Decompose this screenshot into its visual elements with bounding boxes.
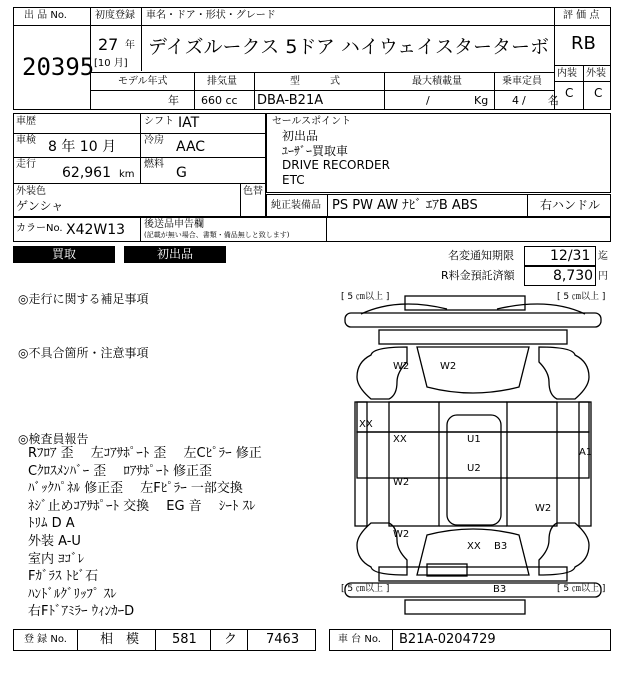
color-no-value: X42W13 bbox=[66, 222, 126, 238]
equipment-label: 純正装備品 bbox=[271, 200, 321, 211]
reg-class: 581 bbox=[172, 632, 197, 647]
bracket-bottom-right: [ 5 ㎝以上 ] bbox=[557, 584, 606, 594]
mark-b3-rear: B3 bbox=[494, 541, 508, 552]
max-load-unit: Kg bbox=[474, 94, 489, 107]
reg-region: 相 模 bbox=[100, 632, 140, 647]
model-code-label: 型 式 bbox=[290, 76, 340, 87]
tax-deadline-label: 名変通知期限 bbox=[448, 249, 514, 262]
sales-point: ETC bbox=[282, 172, 305, 187]
sales-point: DRIVE RECORDER bbox=[282, 158, 390, 172]
model-year-label: モデル年式 bbox=[118, 76, 168, 87]
inspection-label: 車検 bbox=[16, 135, 36, 146]
exterior-value: C bbox=[594, 86, 603, 100]
post-doc-note: (記載が無い場合、書類・備品無しと致します) bbox=[144, 231, 290, 239]
color-no-label: カラーNo. bbox=[16, 223, 63, 234]
first-listing-badge: 初出品 bbox=[124, 246, 226, 263]
grade-value: RB bbox=[571, 33, 596, 54]
report-line: 室内 ﾖｺﾞﾚ bbox=[28, 551, 85, 567]
driving-notes-label: ◎走行に関する補足事項 bbox=[18, 292, 149, 306]
report-line: ﾄﾘﾑ D A bbox=[28, 516, 75, 532]
shift-value: IAT bbox=[178, 115, 200, 131]
mark-w2-left-low: W2 bbox=[393, 529, 410, 540]
chassis-label: 車 台 No. bbox=[338, 634, 381, 645]
mileage-value: 62,961 bbox=[62, 165, 111, 181]
ac-value: AAC bbox=[176, 139, 206, 155]
first-reg-year: 27 bbox=[98, 35, 119, 54]
mark-xx-left: XX bbox=[359, 419, 373, 430]
inspector-report-label: ◎検査員報告 bbox=[18, 432, 89, 446]
report-line: Rﾌﾛｱ 歪 左ｺｱｻﾎﾟｰﾄ 歪 左Cﾋﾟﾗｰ 修正 bbox=[28, 446, 262, 461]
first-reg-month: [10 月] bbox=[94, 58, 128, 69]
displacement-value: 660 cc bbox=[201, 94, 238, 107]
car-name-label: 車名・ドア・形状・グレード bbox=[146, 10, 276, 21]
sales-points-label: セールスポイント bbox=[272, 116, 352, 127]
mark-xx-rear: XX bbox=[467, 541, 481, 552]
bracket-bottom-left: [ 5 ㎝以上 ] bbox=[341, 584, 390, 594]
report-line: 右Fﾄﾞｱﾐﾗｰ ｳｨﾝｶｰD bbox=[28, 604, 135, 620]
mark-w2-center-top: W2 bbox=[440, 361, 457, 372]
damage-diagram bbox=[337, 287, 609, 629]
fuel-value: G bbox=[176, 165, 187, 181]
report-line: Fｶﾞﾗｽ ﾄﾋﾞ石 bbox=[28, 569, 99, 585]
first-reg-label: 初度登録 bbox=[95, 10, 135, 21]
sales-point: 初出品 bbox=[282, 129, 319, 143]
sales-points-list bbox=[282, 129, 390, 187]
post-doc-label: 後送品申告欄 bbox=[144, 219, 204, 230]
capacity-value: 4 bbox=[512, 94, 519, 107]
equipment-value: PS PW AW ﾅﾋﾞ ｴｱB ABS bbox=[332, 198, 478, 213]
exterior-color-value: ゲンシャ bbox=[16, 199, 64, 213]
mark-u2: U2 bbox=[467, 463, 481, 474]
interior-value: C bbox=[565, 86, 574, 100]
mark-w2-right-mid: W2 bbox=[535, 503, 552, 514]
mark-a1: A1 bbox=[579, 447, 593, 458]
mileage-unit: km bbox=[119, 169, 135, 180]
recycle-unit: 円 bbox=[598, 271, 608, 282]
shift-label: シフト bbox=[144, 116, 174, 127]
color-swap-label: 色替 bbox=[243, 186, 263, 197]
max-load-label: 最大積載量 bbox=[412, 76, 462, 87]
mark-xx-center-left: XX bbox=[393, 434, 407, 445]
fuel-label: 燃料 bbox=[144, 159, 164, 170]
mark-w2-left-top: W2 bbox=[393, 361, 410, 372]
mark-w2-left-mid: W2 bbox=[393, 477, 410, 488]
mileage-label: 走行 bbox=[16, 159, 36, 170]
car-name: デイズルークス 5ドア ハイウェイスターターボ bbox=[148, 36, 549, 58]
exterior-label: 外装 bbox=[586, 68, 606, 79]
inspection-value: 8 年 10 月 bbox=[48, 139, 117, 155]
mark-u1: U1 bbox=[467, 434, 481, 445]
model-year-value: 年 bbox=[168, 94, 179, 107]
reg-number: 7463 bbox=[266, 632, 300, 647]
tax-deadline-value: 12/31 bbox=[550, 248, 591, 264]
tax-deadline-unit: 迄 bbox=[598, 251, 608, 262]
first-reg-year-unit: 年 bbox=[125, 40, 135, 51]
chassis-value: B21A-0204729 bbox=[399, 632, 496, 647]
exterior-color-label: 外装色 bbox=[16, 186, 46, 197]
report-line: ﾈｼﾞ止めｺｱｻﾎﾟｰﾄ 交換 EG 音 ｼｰﾄ ｽﾚ bbox=[28, 498, 256, 514]
lot-number: 20395 bbox=[22, 53, 95, 81]
report-line: ﾊﾝﾄﾞﾙｸﾞﾘｯﾌﾟ ｽﾚ bbox=[28, 586, 117, 602]
ac-label: 冷房 bbox=[144, 135, 164, 146]
lot-label: 出 品 No. bbox=[24, 10, 67, 21]
max-load-value: / bbox=[426, 94, 430, 107]
report-line: ﾊﾞｯｸﾊﾟﾈﾙ 修正歪 左Fﾋﾟﾗｰ 一部交換 bbox=[28, 481, 243, 497]
report-line: 外装 A-U bbox=[28, 534, 81, 549]
bracket-top-left: [ 5 ㎝以上 ] bbox=[341, 292, 390, 302]
model-code: DBA-B21A bbox=[257, 93, 324, 108]
defect-notes-label: ◎不具合箇所・注意事項 bbox=[18, 346, 149, 360]
capacity-label: 乗車定員 bbox=[502, 76, 542, 87]
mark-b3-bumper: B3 bbox=[493, 584, 507, 595]
interior-label: 内装 bbox=[557, 68, 577, 79]
sales-point: ﾕｰｻﾞｰ買取車 bbox=[282, 143, 349, 158]
recycle-value: 8,730 bbox=[553, 268, 594, 284]
recycle-label: R料金預託済額 bbox=[441, 269, 515, 282]
grade-label: 評 価 点 bbox=[563, 10, 600, 21]
bracket-top-right: [ 5 ㎝以上 ] bbox=[557, 292, 606, 302]
reg-kana: ク bbox=[224, 632, 238, 647]
report-line: Cｸﾛｽﾒﾝﾊﾞｰ 歪 ﾛｱｻﾎﾟｰﾄ 修正歪 bbox=[28, 463, 212, 479]
reg-label: 登 録 No. bbox=[24, 634, 67, 645]
buy-badge: 買取 bbox=[13, 246, 115, 263]
displacement-label: 排気量 bbox=[207, 76, 237, 87]
handle-value: 右ハンドル bbox=[540, 198, 601, 212]
capacity-unit: / 名 bbox=[522, 94, 559, 107]
history-label: 車歴 bbox=[16, 116, 36, 127]
